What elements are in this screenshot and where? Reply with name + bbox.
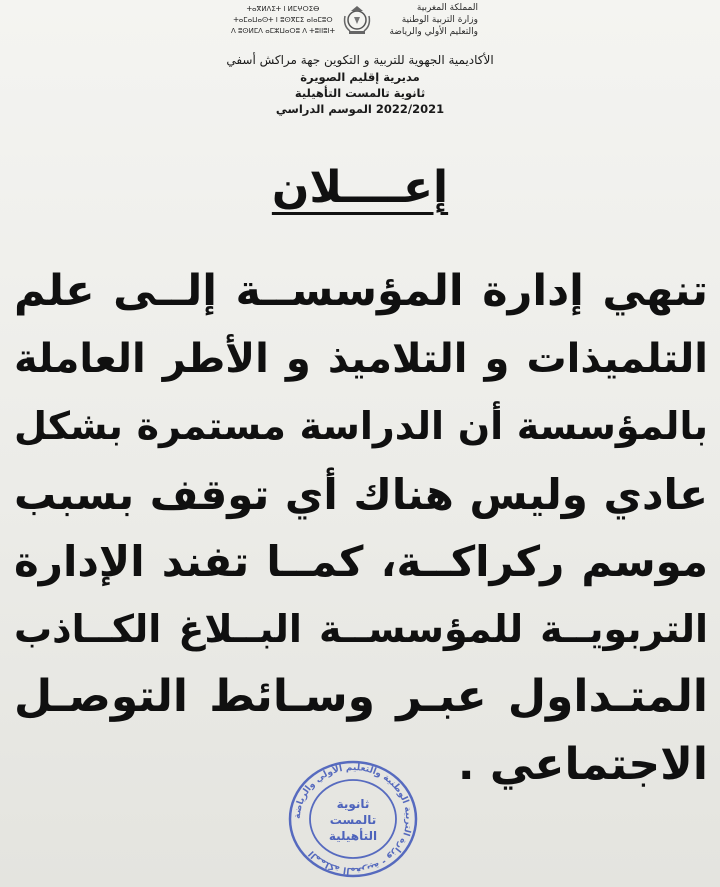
announcement-body: [14, 258, 708, 798]
academy-name: الأكاديمية الجهوية للتربية و التكوين جهة مراكش أسفي: [226, 53, 494, 67]
announcement-title: [0, 162, 720, 213]
header-tifinagh-line: ⵜⴰⴳⵍⴷⵉⵜ ⵏ ⵍⵎⵖⵔⵉⴱ: [246, 5, 320, 13]
body-line: التلميذات و التلاميذ و الأطر العاملة: [14, 335, 708, 382]
body-line: التربويــة للمؤسســة البــلاغ الكــاذب: [14, 606, 708, 651]
royal-emblem-icon: [340, 2, 374, 36]
header-institution-block: [150, 52, 570, 117]
stamp-outer-text: المملكة المغربية - وزارة التربية الوطنية والتعليم الأولي والرياضة: [292, 762, 414, 876]
header-ministry-line: والتعليم الأولي والرياضة: [389, 27, 478, 37]
stamp-center-line: ثانوية: [336, 797, 370, 811]
season-value: 2022/2021: [375, 102, 445, 116]
school-stamp: [286, 758, 420, 880]
stamp-center-line: تالمست: [329, 813, 377, 827]
header-tifinagh-block: [228, 4, 338, 37]
directorate-name: مديرية إقليم الصويرة: [300, 70, 420, 84]
school-name: ثانوية تالمست التأهيلية: [294, 86, 426, 100]
header-tifinagh-line: ⴷ ⵓⵙⵍⵎⴷ ⴰⵎⵣⵡⴰⵔⵓ ⴷ ⵜⵓⵏⵏⵓⵏⵜ: [230, 27, 336, 35]
body-line: الاجتماعي .: [457, 738, 708, 790]
school-season: [150, 101, 570, 117]
header-ministry-line: وزارة التربية الوطنية: [401, 15, 478, 25]
body-line: المتـداول عبـر وسـائط التوصـل: [14, 671, 708, 722]
announcement-title-text: إعــــلان: [271, 162, 449, 213]
stamp-center-line: التأهيلية: [328, 829, 378, 843]
body-line: بالمؤسسة أن الدراسة مستمرة بشكل: [14, 404, 708, 448]
header-ministry-line: المملكة المغربية: [416, 3, 478, 13]
header-tifinagh-line: ⵜⴰⵎⴰⵡⴰⵙⵜ ⵏ ⵓⵙⴳⵎⵉ ⴰⵏⴰⵎⵓⵔ: [233, 16, 333, 24]
body-line: تنهي إدارة المؤسســة إلــى علم: [14, 266, 708, 316]
season-label: الموسم الدراسي: [275, 102, 372, 116]
header-ministry-block: [378, 2, 478, 38]
body-line: عادي وليس هناك أي توقف بسبب: [14, 469, 708, 519]
body-line: موسم ركراكــة، كمــا تفند الإدارة: [14, 537, 708, 586]
